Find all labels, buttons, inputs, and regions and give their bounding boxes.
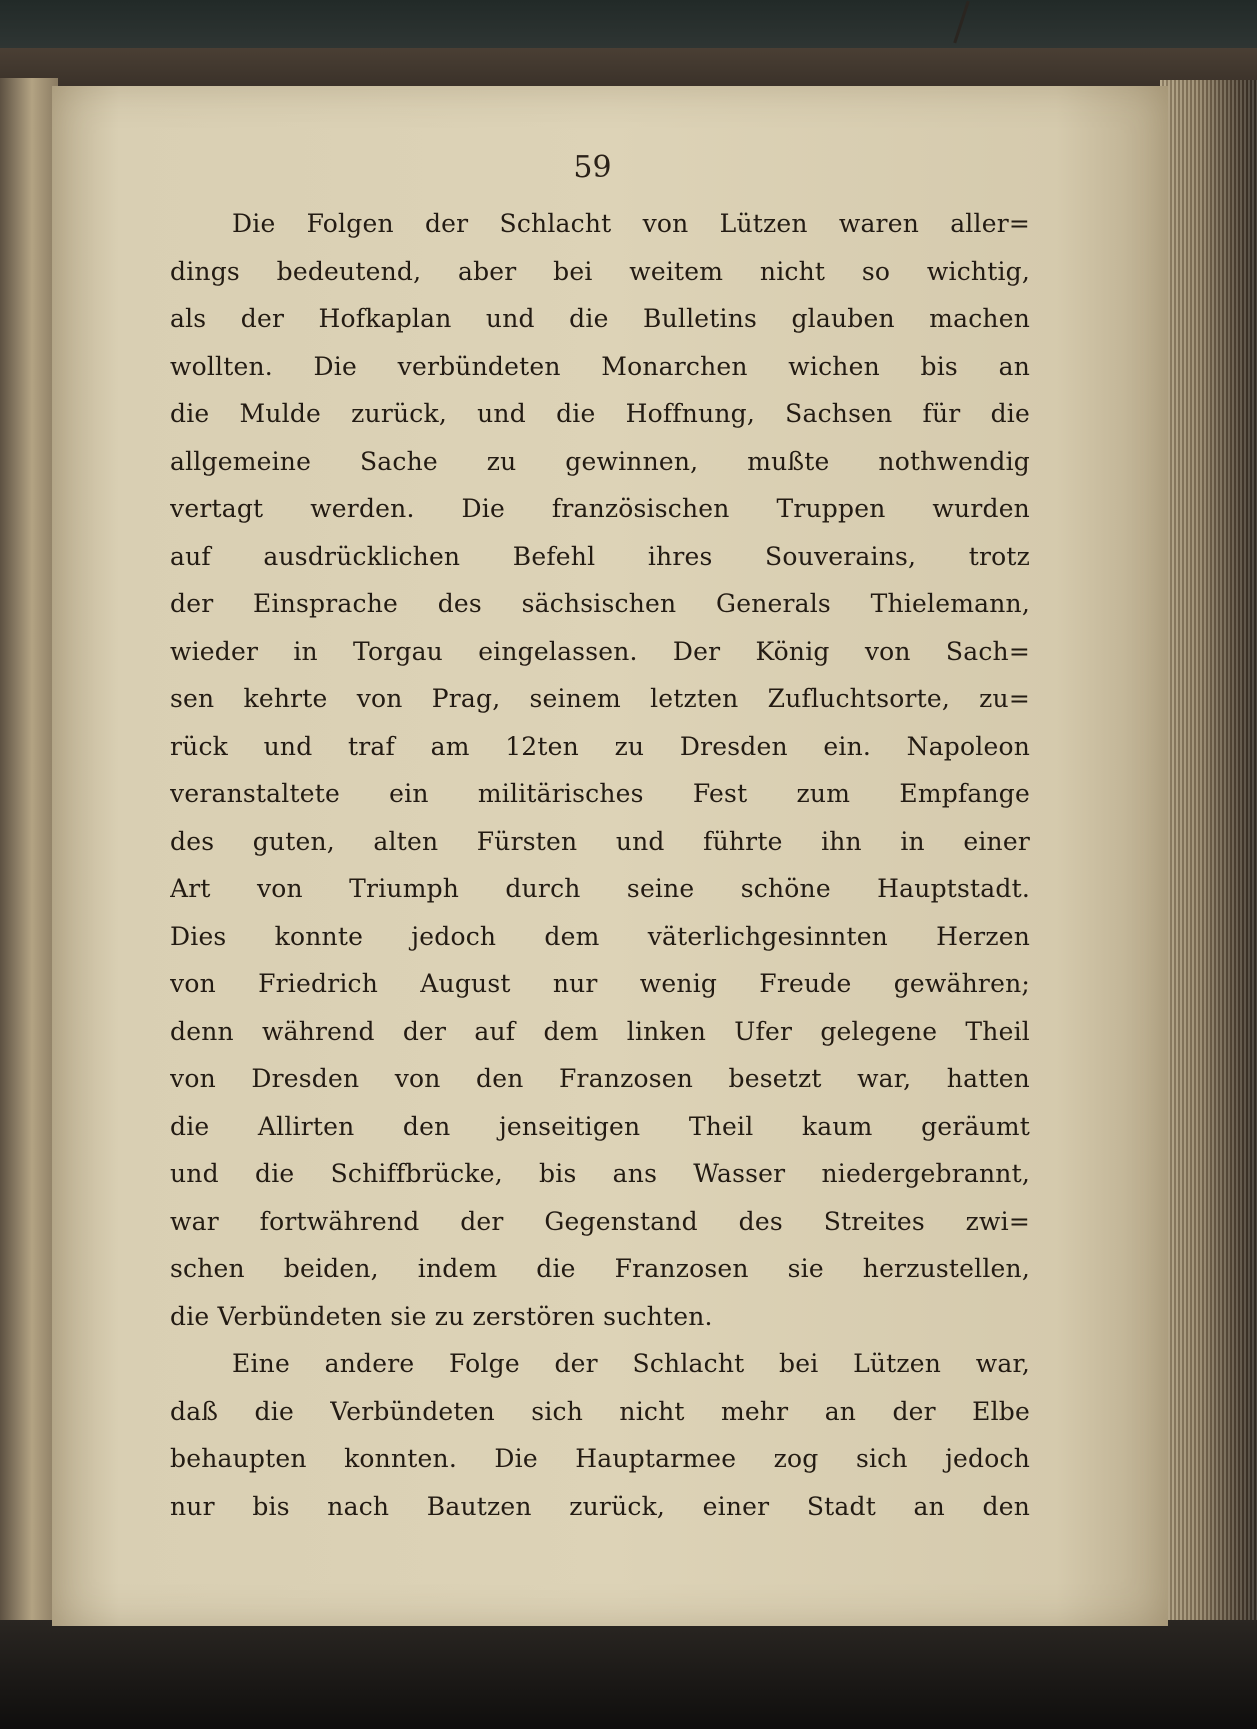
page-number: 59 xyxy=(573,150,612,185)
text-line: des guten, alten Fürsten und führte ihn in einer xyxy=(170,826,1030,856)
text-line: Art von Triumph durch seine schöne Hauptstadt. xyxy=(170,874,1030,903)
text-line: die Mulde zurück, und die Hoffnung, Sachsen für die xyxy=(170,399,1030,428)
text-line: als der Hofkaplan und die Bulletins glauben machen xyxy=(170,304,1030,333)
text-line: wollten. Die verbündeten Monarchen wichen bis an xyxy=(170,351,1030,381)
page-text xyxy=(170,200,1030,1530)
book-cover-edge xyxy=(0,48,1257,88)
text-line: war fortwährend der Gegenstand des Streites zwi= xyxy=(170,1206,1030,1236)
text-line: und die Schiffbrücke, bis ans Wasser niedergebrannt, xyxy=(170,1159,1030,1188)
text-line: von Friedrich August nur wenig Freude gewähren; xyxy=(170,969,1030,998)
text-line: dings bedeutend, aber bei weitem nicht so wichtig, xyxy=(170,256,1030,286)
text-line: schen beiden, indem die Franzosen sie herzustellen, xyxy=(170,1254,1030,1283)
previous-page-edge xyxy=(0,78,58,1638)
text-line: vertagt werden. Die französischen Truppen wurden xyxy=(170,494,1030,523)
text-line: nur bis nach Bautzen zurück, einer Stadt an den xyxy=(170,1491,1030,1521)
book-cover-bottom xyxy=(0,1620,1257,1729)
page-block-edges xyxy=(1160,80,1257,1640)
text-line: sen kehrte von Prag, seinem letzten Zufluchtsorte, zu= xyxy=(170,684,1030,713)
text-line: Eine andere Folge der Schlacht bei Lützen war, xyxy=(232,1349,1030,1378)
text-line: daß die Verbündeten sich nicht mehr an der Elbe xyxy=(170,1396,1030,1426)
text-line: wieder in Torgau eingelassen. Der König von Sach= xyxy=(170,636,1030,666)
page-edges-texture xyxy=(1160,80,1257,1640)
text-line: behaupten konnten. Die Hauptarmee zog sich jedoch xyxy=(170,1444,1030,1473)
text-line: denn während der auf dem linken Ufer gelegene Theil xyxy=(170,1016,1030,1046)
text-line: die Verbündeten sie zu zerstören suchten. xyxy=(170,1301,713,1331)
book-cover-top xyxy=(0,0,1257,52)
text-line: auf ausdrücklichen Befehl ihres Souverains, trotz xyxy=(170,541,1030,571)
text-line: Dies konnte jedoch dem väterlichgesinnten Herzen xyxy=(170,921,1030,951)
text-line: allgemeine Sache zu gewinnen, mußte nothwendig xyxy=(170,446,1030,476)
text-line: die Allirten den jenseitigen Theil kaum geräumt xyxy=(170,1111,1030,1141)
text-line: rück und traf am 12ten zu Dresden ein. Napoleon xyxy=(170,731,1030,761)
text-line: Die Folgen der Schlacht von Lützen waren aller= xyxy=(232,209,1030,238)
text-line: von Dresden von den Franzosen besetzt war, hatten xyxy=(170,1064,1030,1093)
text-line: veranstaltete ein militärisches Fest zum Empfange xyxy=(170,779,1030,808)
text-line: der Einsprache des sächsischen Generals Thielemann, xyxy=(170,589,1030,618)
